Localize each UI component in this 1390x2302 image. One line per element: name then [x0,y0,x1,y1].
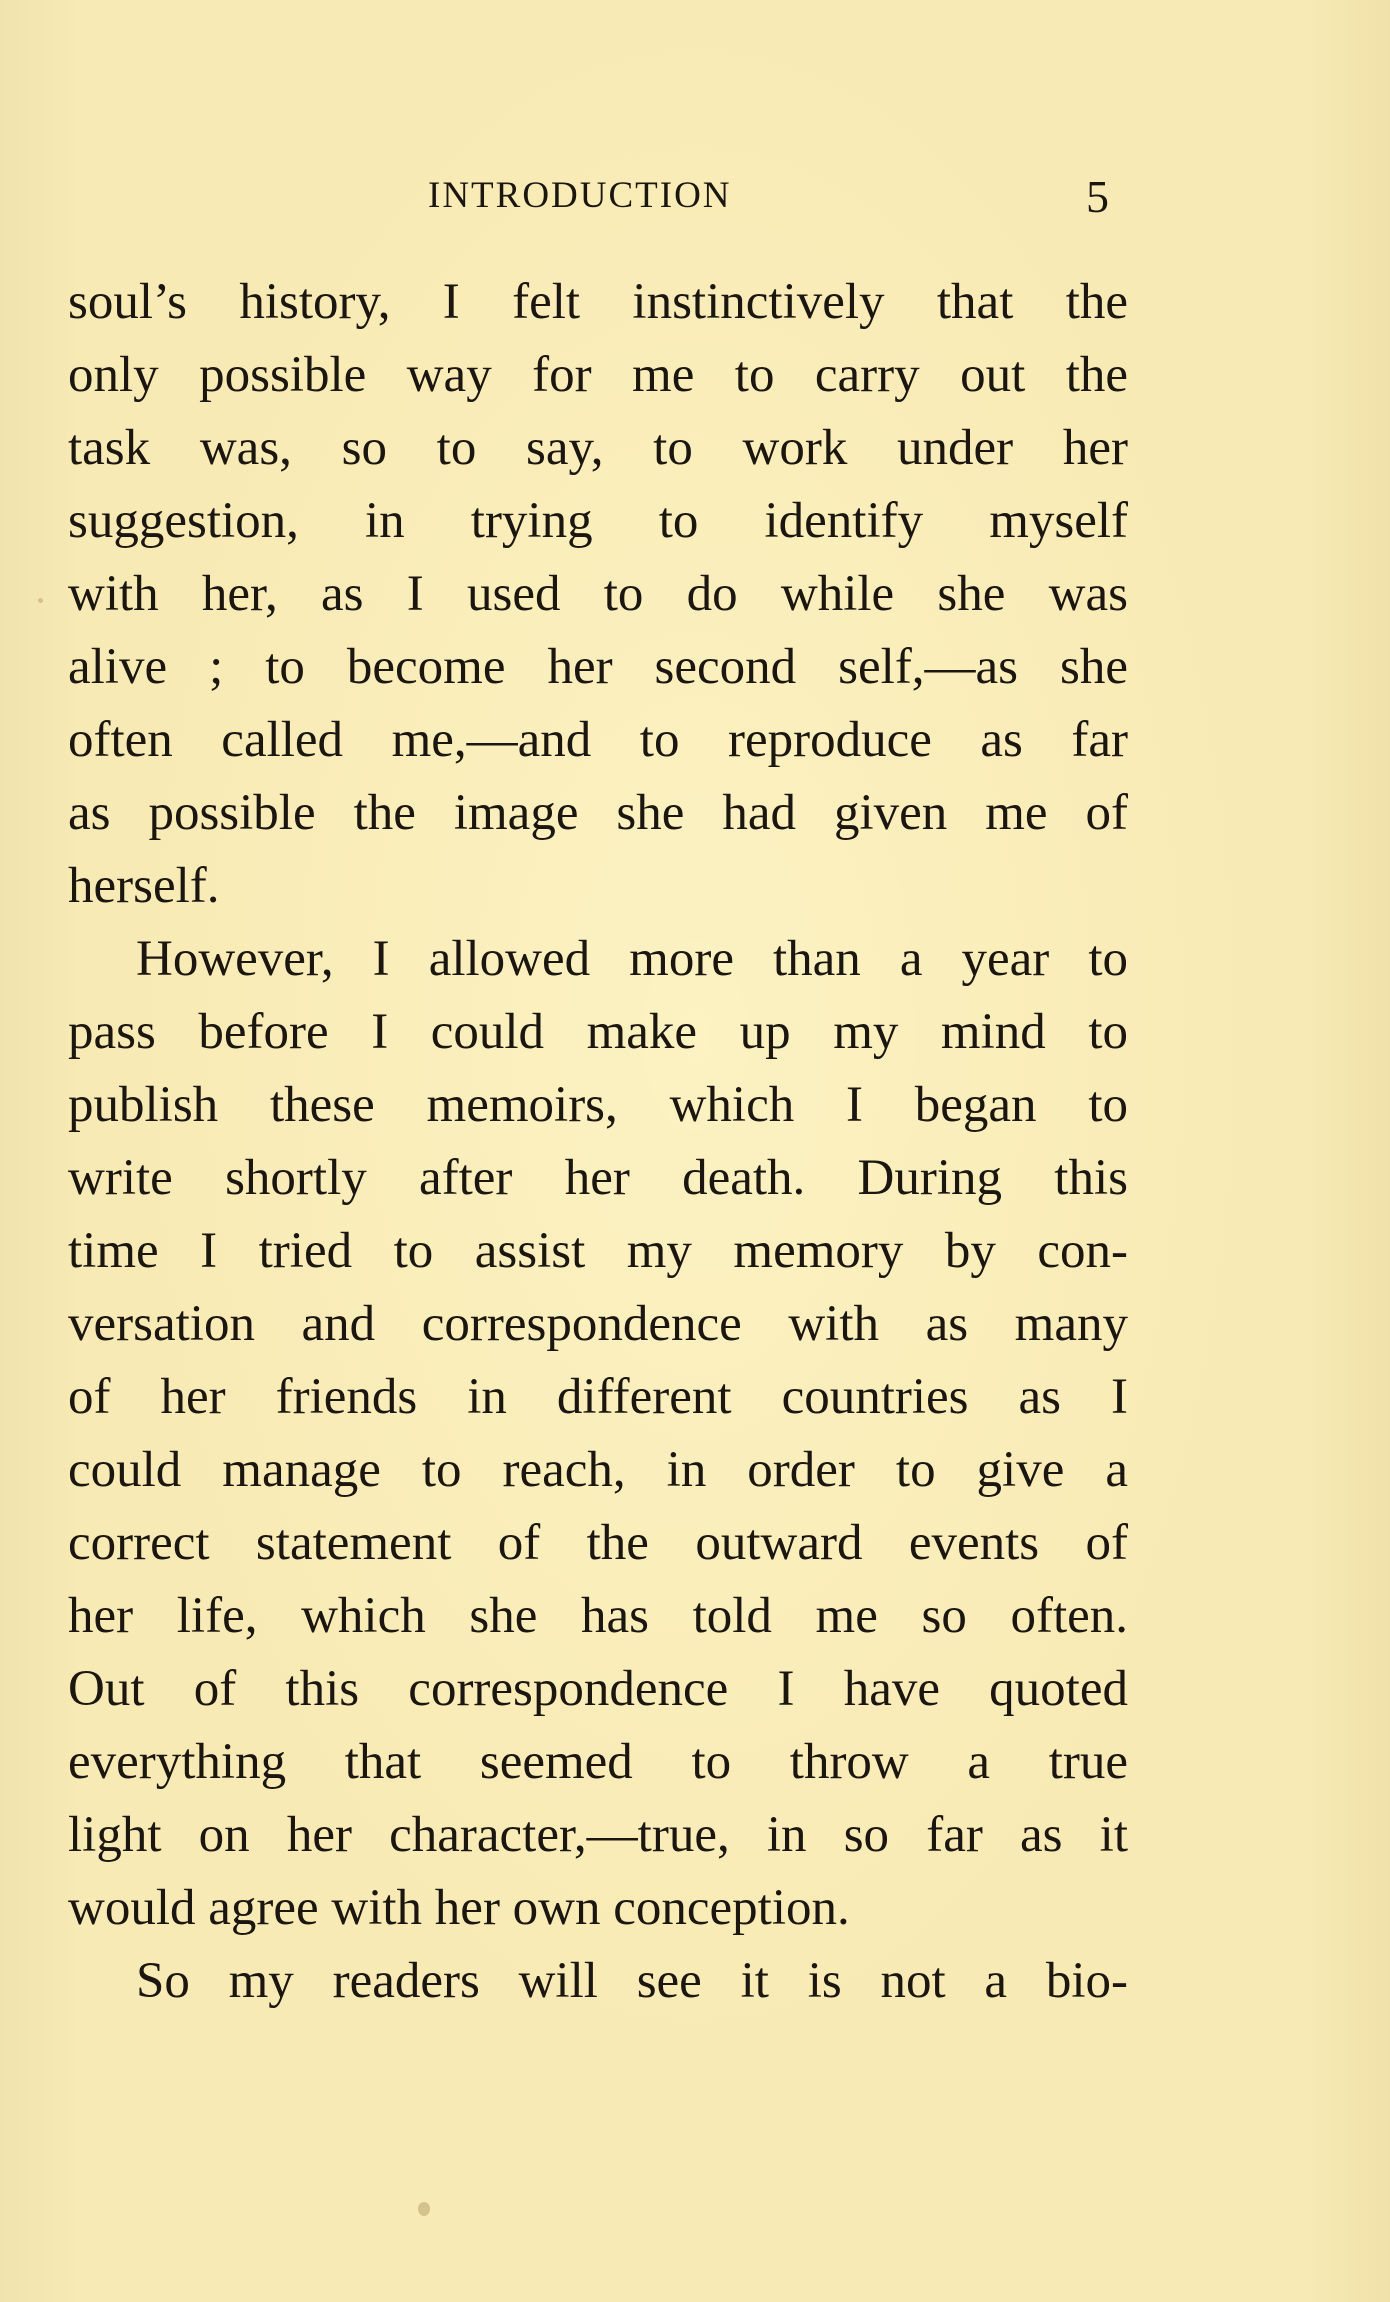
text-line: her life, which she has told me so often. [68,1588,1128,1644]
running-head [0,170,1390,230]
text-line: everything that seemed to throw a true [68,1734,1128,1790]
text-line: as possible the image she had given me of [68,785,1128,841]
body-text [68,266,1128,2018]
running-head-title: INTRODUCTION [428,175,732,216]
text-line: with her, as I used to do while she was [68,566,1128,622]
text-line: only possible way for me to carry out the [68,347,1128,403]
text-line: pass before I could make up my mind to [68,1004,1128,1060]
text-line: alive ; to become her second self,—as she [68,639,1128,695]
text-line: So my readers will see it is not a bio- [136,1953,1128,2009]
text-line: soul’s history, I felt instinctively that the [68,274,1128,330]
text-line: write shortly after her death. During this [68,1150,1128,1206]
paper-speck [38,598,43,603]
text-line: suggestion, in trying to identify myself [68,493,1128,549]
text-line: would agree with her own conception. [68,1880,850,1936]
text-line: correct statement of the outward events of [68,1515,1128,1571]
text-line: herself. [68,858,220,914]
text-line: light on her character,—true, in so far as it [68,1807,1128,1863]
text-line: often called me,—and to reproduce as far [68,712,1128,768]
text-line: of her friends in different countries as I [68,1369,1128,1425]
page-number: 5 [1086,171,1109,222]
paper-speck [418,2202,430,2216]
text-line: However, I allowed more than a year to [136,931,1128,987]
text-line: task was, so to say, to work under her [68,420,1128,476]
text-line: publish these memoirs, which I began to [68,1077,1128,1133]
text-line: Out of this correspondence I have quoted [68,1661,1128,1717]
text-line: versation and correspondence with as many [68,1296,1128,1352]
text-line: time I tried to assist my memory by con- [68,1223,1128,1279]
text-line: could manage to reach, in order to give a [68,1442,1128,1498]
